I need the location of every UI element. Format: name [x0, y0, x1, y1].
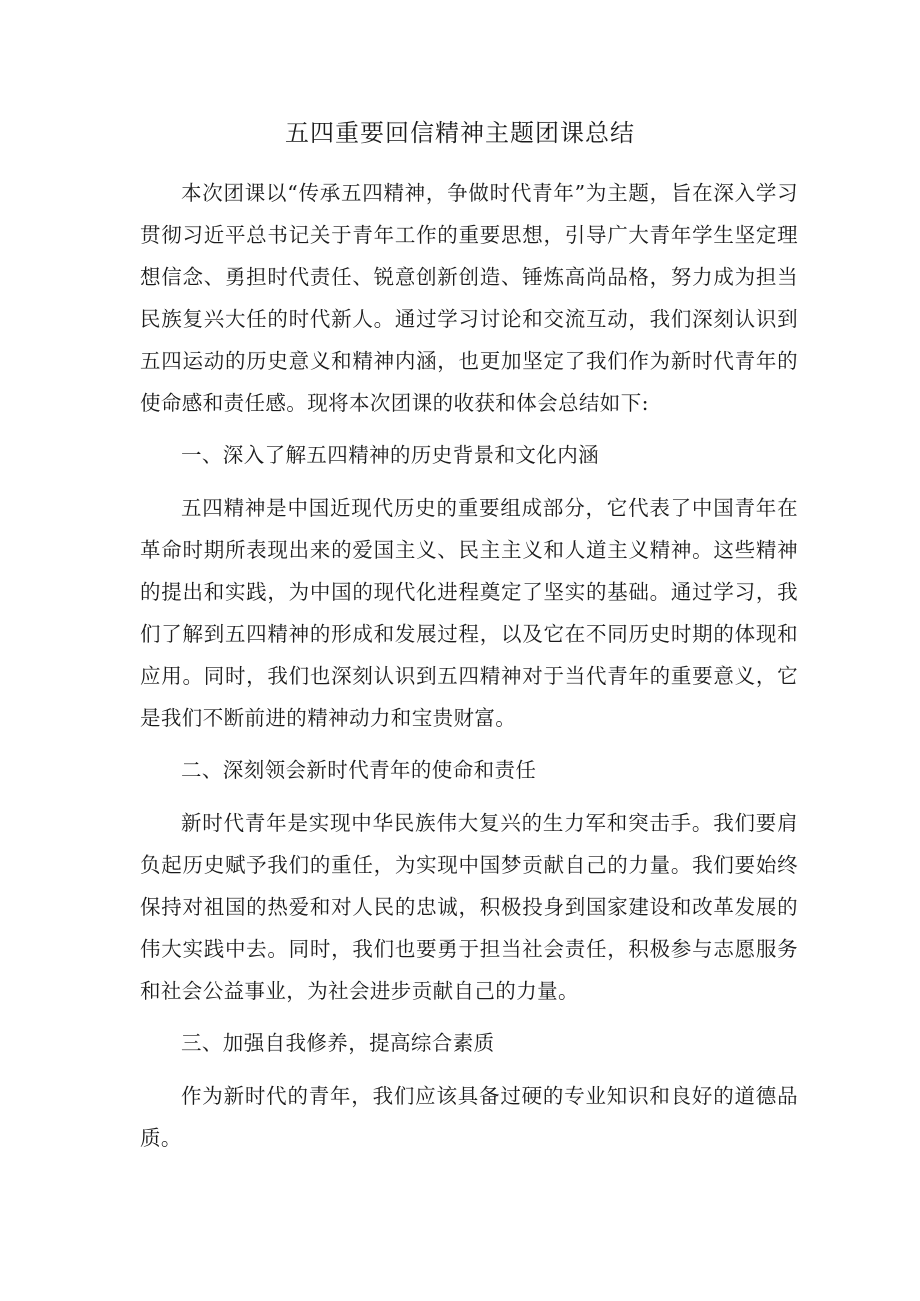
intro-paragraph: 本次团课以“传承五四精神，争做时代青年”为主题，旨在深入学习贯彻习近平总书记关于青年工作的重要思想，引导广大青年学生坚定理想信念、勇担时代责任、锐意创新创造、锤炼高尚品格，努力成为担当民族复兴大任的时代新人。通过学习讨论和交流互动，我们深刻认识到五四运动的历史意义和精神内涵，也更加坚定了我们作为新时代青年的使命感和责任感。现将本次团课的收获和体会总结如下: [140, 181, 798, 415]
section-2-paragraph: 新时代青年是实现中华民族伟大复兴的生力军和突击手。我们要肩负起历史赋予我们的重任，为实现中国梦贡献自己的力量。我们要始终保持对祖国的热爱和对人民的忠诚，积极投身到国家建设和改革发展的伟大实践中去。同时，我们也要勇于担当社会责任，积极参与志愿服务和社会公益事业，为社会进步贡献自己的力量。 [140, 811, 798, 1003]
document-title: 五四重要回信精神主题团课总结 [285, 119, 635, 147]
document-body [140, 172, 798, 1159]
section-1-heading: 一、深入了解五四精神的历史背景和文化内涵 [181, 443, 599, 467]
section-1-paragraph: 五四精神是中国近现代历史的重要组成部分，它代表了中国青年在革命时期所表现出来的爱国主义、民主主义和人道主义精神。这些精神的提出和实践，为中国的现代化进程奠定了坚实的基础。通过学习，我们了解到五四精神的形成和发展过程，以及它在不同历史时期的体现和应用。同时，我们也深刻认识到五四精神对于当代青年的重要意义，它是我们不断前进的精神动力和宝贵财富。 [140, 496, 798, 730]
section-3-heading: 三、加强自我修养，提高综合素质 [181, 1031, 495, 1055]
section-3-paragraph: 作为新时代的青年，我们应该具备过硬的专业知识和良好的道德品质。 [140, 1084, 798, 1150]
section-2-heading: 二、深刻领会新时代青年的使命和责任 [181, 758, 537, 782]
